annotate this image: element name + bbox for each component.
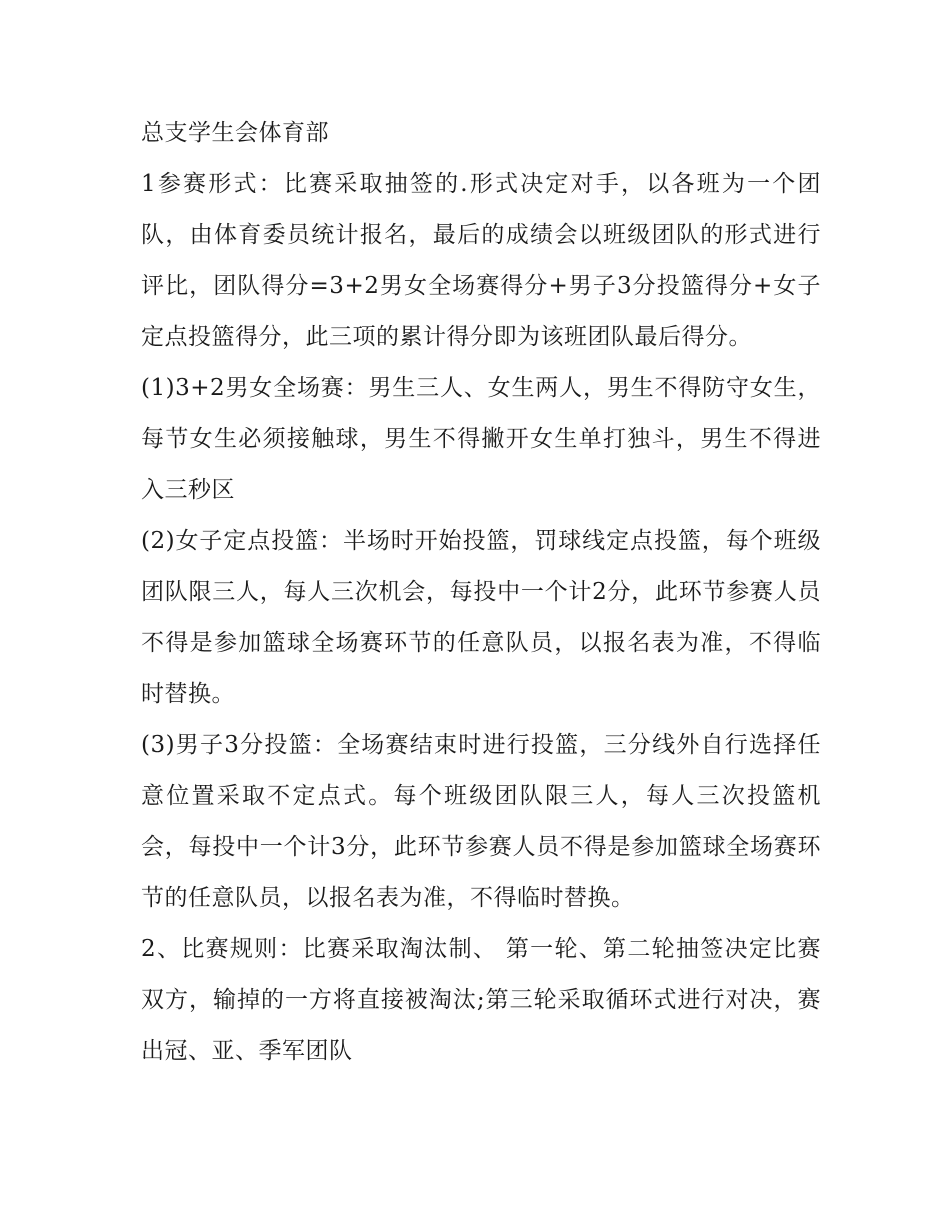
paragraph-full-court-game: (1)3+2男女全场赛：男生三人、女生两人，男生不得防守女生，每节女生必须接触球，男生不得撇开女生单打独斗，男生不得进入三秒区	[141, 375, 821, 503]
document-heading: 总支学生会体育部	[141, 120, 329, 146]
paragraph-women-spot-shooting: (2)女子定点投篮：半场时开始投篮，罚球线定点投篮，每个班级团队限三人，每人三次机会，每投中一个计2分，此环节参赛人员不得是参加篮球全场赛环节的任意队员，以报名表为准，不得临时替换。	[141, 528, 821, 707]
paragraph-men-three-point: (3)男子3分投篮：全场赛结束时进行投篮，三分线外自行选择任意位置采取不定点式。每个班级团队限三人，每人三次投篮机会，每投中一个计3分，此环节参赛人员不得是参加篮球全场赛环节的任意队员，以报名表为准，不得临时替换。	[141, 732, 821, 911]
paragraph-competition-rules: 2、比赛规则：比赛采取淘汰制、 第一轮、第二轮抽签决定比赛双方，输掉的一方将直接被淘汰;第三轮采取循环式进行对决，赛出冠、亚、季军团队	[141, 936, 821, 1064]
document-body	[141, 108, 821, 1077]
paragraph-format: 1参赛形式：比赛采取抽签的.形式决定对手，以各班为一个团队，由体育委员统计报名，最后的成绩会以班级团队的形式进行评比，团队得分=3+2男女全场赛得分+男子3分投篮得分+女子定点投篮得分，此三项的累计得分即为该班团队最后得分。	[141, 171, 821, 350]
